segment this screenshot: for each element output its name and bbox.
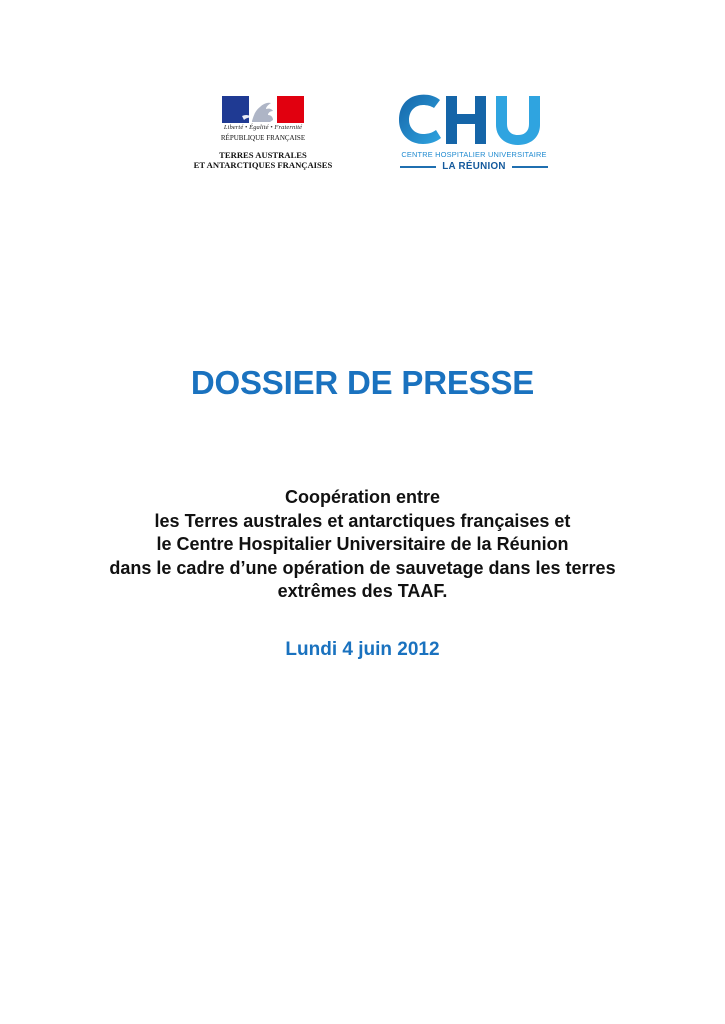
press-date: Lundi 4 juin 2012 bbox=[285, 639, 440, 660]
chu-location-text: LA RÉUNION bbox=[442, 161, 506, 172]
chu-right-rule bbox=[512, 166, 548, 168]
chu-location bbox=[396, 161, 552, 172]
press-subtitle bbox=[40, 486, 685, 604]
taaf-entity-name bbox=[176, 150, 350, 170]
subtitle-line: le Centre Hospitalier Universitaire de la Réunion bbox=[156, 534, 569, 555]
taaf-line-2: ET ANTARCTIQUES FRANÇAISES bbox=[193, 160, 333, 170]
rf-republic: RÉPUBLIQUE FRANÇAISE bbox=[220, 134, 306, 142]
subtitle-line: Coopération entre bbox=[284, 487, 440, 507]
chu-subtitle: CENTRE HOSPITALIER UNIVERSITAIRE bbox=[401, 150, 547, 159]
taaf-line-1: TERRES AUSTRALES bbox=[219, 150, 307, 160]
rf-motto: Liberté • Égalité • Fraternité bbox=[223, 124, 303, 131]
chu-left-rule bbox=[400, 166, 436, 168]
subtitle-line: les Terres australes et antarctiques françaises et bbox=[154, 510, 571, 531]
chu-reunion-logo bbox=[396, 92, 552, 178]
chu-wordmark-icon bbox=[396, 92, 552, 148]
subtitle-line: extrêmes des TAAF. bbox=[277, 581, 448, 602]
marianne-flag-icon bbox=[222, 96, 304, 123]
page-title: DOSSIER DE PRESSE bbox=[190, 364, 535, 401]
republique-francaise-logo bbox=[176, 96, 346, 176]
subtitle-line: dans le cadre d’une opération de sauvetage dans les terres bbox=[109, 557, 616, 578]
